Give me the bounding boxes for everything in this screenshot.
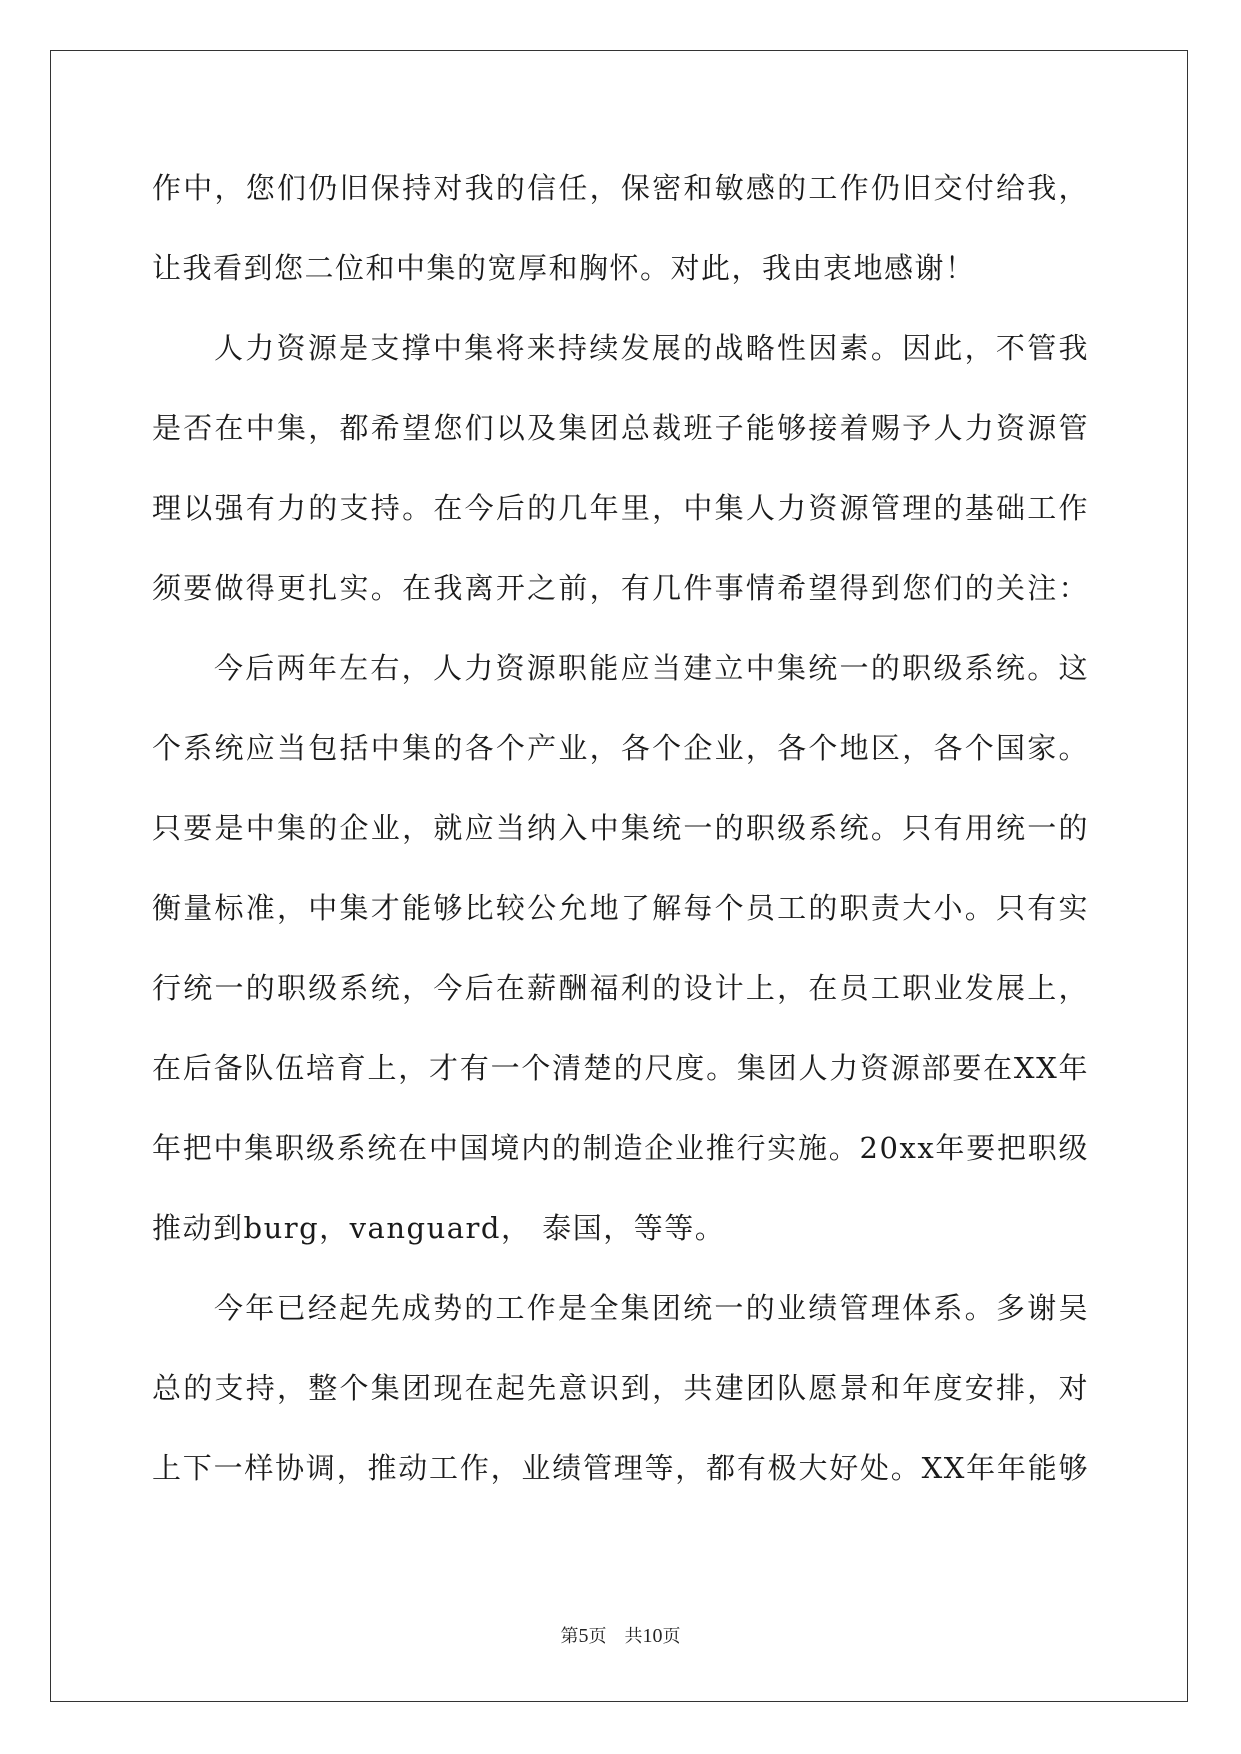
paragraph-line: 上下一样协调，推动工作，业绩管理等，都有极大好处。XX年年能够 (152, 1451, 1089, 1485)
paragraph-line: 须要做得更扎实。在我离开之前，有几件事情希望得到您们的关注： (152, 571, 1089, 605)
paragraph-line: 只要是中集的企业，就应当纳入中集统一的职级系统。只有用统一的 (152, 811, 1089, 845)
page-suffix: 页 (662, 1626, 681, 1647)
paragraph-line: 推动到burg，vanguard， 泰国，等等。 (152, 1211, 726, 1245)
paragraph-line: 年把中集职级系统在中国境内的制造企业推行实施。20xx年要把职级 (152, 1131, 1089, 1165)
paragraph-line: 是否在中集，都希望您们以及集团总裁班子能够接着赐予人力资源管 (152, 411, 1089, 445)
paragraph-line: 作中，您们仍旧保持对我的信任，保密和敏感的工作仍旧交付给我， (152, 171, 1089, 205)
paragraph-line: 行统一的职级系统，今后在薪酬福利的设计上，在员工职业发展上， (152, 971, 1089, 1005)
paragraph-line: 让我看到您二位和中集的宽厚和胸怀。对此，我由衷地感谢！ (152, 251, 976, 285)
paragraph-line: 理以强有力的支持。在今后的几年里，中集人力资源管理的基础工作 (152, 491, 1089, 525)
page-prefix: 第 (560, 1626, 579, 1647)
paragraph-line: 今后两年左右，人力资源职能应当建立中集统一的职级系统。这 (214, 651, 1089, 685)
paragraph-line: 衡量标准，中集才能够比较公允地了解每个员工的职责大小。只有实 (152, 891, 1089, 925)
paragraph-line: 在后备队伍培育上，才有一个清楚的尺度。集团人力资源部要在XX年 (152, 1051, 1089, 1085)
paragraph-line: 人力资源是支撑中集将来持续发展的战略性因素。因此，不管我 (214, 331, 1089, 365)
page-footer (0, 1622, 1241, 1648)
paragraph-line: 个系统应当包括中集的各个产业，各个企业，各个地区，各个国家。 (152, 731, 1089, 765)
page-total: 10 (642, 1625, 663, 1647)
document-body (152, 148, 1089, 1508)
paragraph-line: 总的支持，整个集团现在起先意识到，共建团队愿景和年度安排，对 (152, 1371, 1089, 1405)
page-mid: 页 共 (588, 1626, 643, 1647)
paragraph-line: 今年已经起先成势的工作是全集团统一的业绩管理体系。多谢吴 (214, 1291, 1089, 1325)
page-current: 5 (578, 1625, 589, 1647)
